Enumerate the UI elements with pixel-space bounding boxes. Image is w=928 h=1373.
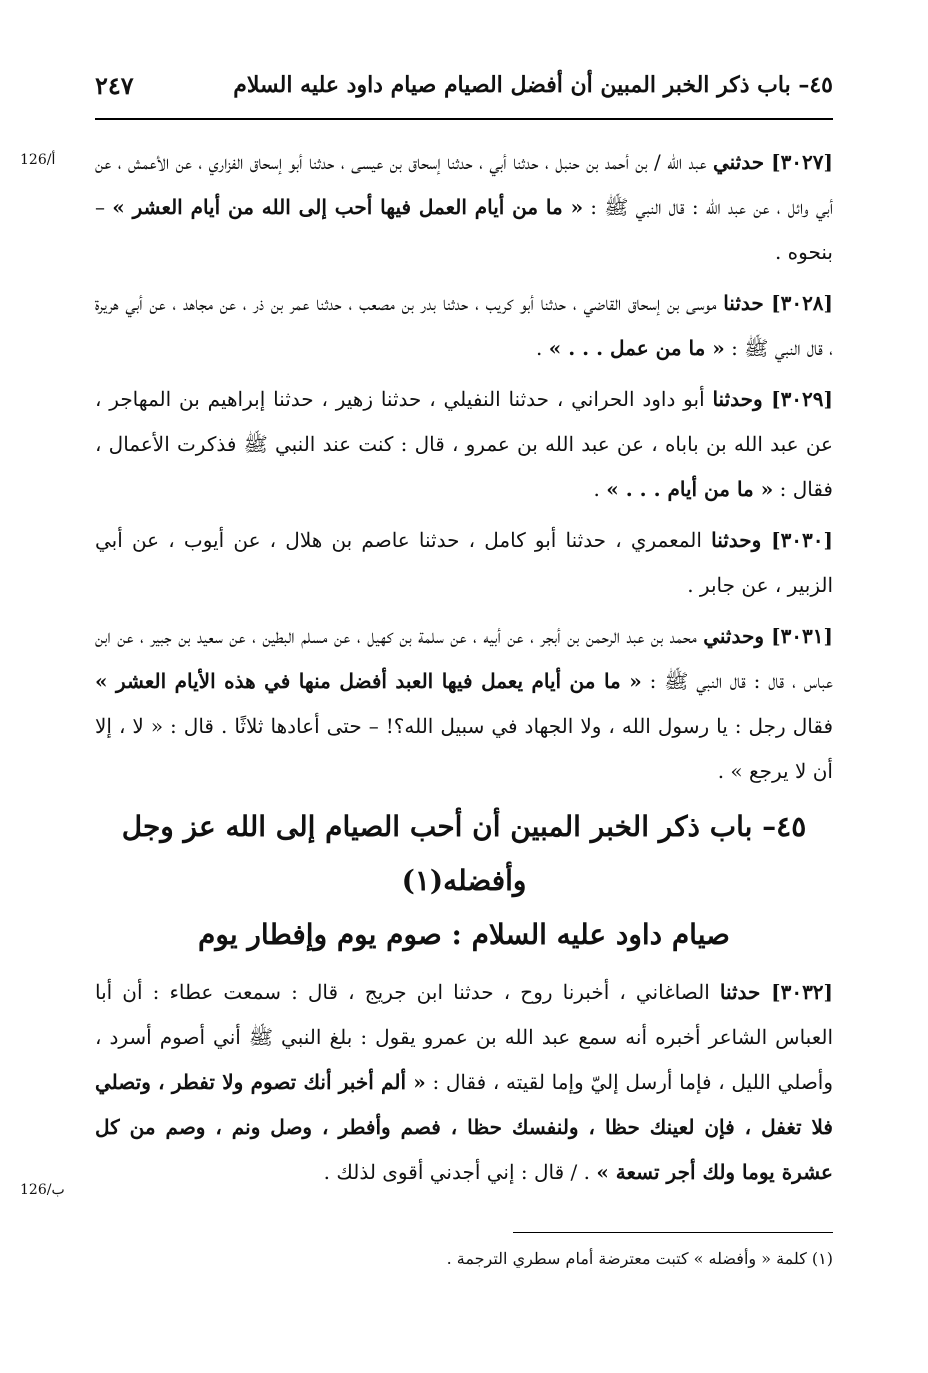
entry-quote: « ما من أيام . . . » bbox=[606, 477, 774, 501]
entry-lead: [٣٠٣٠] وحدثنا bbox=[711, 528, 833, 552]
hadith-entry bbox=[95, 281, 833, 371]
page-number: ٢٤٧ bbox=[95, 70, 134, 100]
entry-quote: « ما من أيام يعمل فيها العبد أفضل منها في هذه الأيام العشر » bbox=[95, 669, 642, 693]
entry-lead: [٣٠٢٩] وحدثنا bbox=[712, 387, 833, 411]
entry-lead: [٣٠٣١] وحدثني bbox=[703, 624, 833, 648]
entry-quote: « ألم أخبر أنك تصوم ولا تفطر ، وتصلي فلا تغفل ، فإن لعينك حظا ، ولنفسك حظا ، فصم وأفطر ، وصل ونم ، وصم من كل عشرة يوما ولك أجر تسعة » bbox=[95, 1070, 833, 1184]
chapter-heading-line1: ٤٥– باب ذكر الخبر المبين أن أحب الصيام إلى الله عز وجل وأفضله(١) bbox=[121, 810, 807, 897]
entry-lead: [٣٠٢٧] حدثني bbox=[712, 150, 833, 174]
hadith-entry bbox=[95, 614, 833, 794]
entry-text: أبو داود الحراني ، حدثنا النفيلي ، حدثنا زهير ، حدثنا إبراهيم بن المهاجر ، عن عبد الله بن باباه ، عن عبد الله بن عمرو ، قال : كنت عند النبي ﷺ فذكرت الأعمال ، فقال : bbox=[95, 387, 833, 501]
header-rule bbox=[95, 118, 833, 120]
page-body bbox=[95, 140, 833, 1201]
margin-note-bottom: 126/ب bbox=[20, 1182, 65, 1198]
footnote: (١) كلمة « وأفضله » كتبت معترضة أمام سطري الترجمة . bbox=[446, 1249, 833, 1268]
footnote-rule bbox=[513, 1232, 833, 1233]
page-header bbox=[95, 60, 833, 110]
entry-quote: « ما من عمل . . . » bbox=[548, 336, 725, 360]
hadith-entry bbox=[95, 140, 833, 275]
entry-text: محمد بن عبد الرحمن بن أبجر ، عن أبيه ، عن سلمة بن كهيل ، عن مسلم البطين ، عن سعيد بن جبير ، عن ابن عباس ، قال : قال النبي ﷺ : bbox=[95, 624, 833, 693]
hadith-entry bbox=[95, 970, 833, 1195]
entry-text: الصاغاني ، أخبرنا روح ، حدثنا ابن جريج ، قال : سمعت عطاء : أن أبا العباس الشاعر أخبره أنه سمع عبد الله بن عمرو يقول : بلغ النبي ﷺ أني أصوم أسرد ، وأصلي الليل ، فإما أرسل إليّ وإما لقيته ، فقال : bbox=[95, 980, 834, 1094]
entry-text: موسى بن إسحاق القاضي ، حدثنا أبو كريب ، حدثنا بدر بن مصعب ، حدثنا عمر بن ذر ، عن مجاهد ، عن أبي هريرة ، قال النبي ﷺ : bbox=[95, 291, 833, 360]
chapter-heading-line2: صيام داود عليه السلام : صوم يوم وإفطار يوم bbox=[198, 918, 730, 951]
running-title: ٤٥– باب ذكر الخبر المبين أن أفضل الصيام صيام داود عليه السلام bbox=[233, 72, 833, 98]
margin-note-top: 126/أ bbox=[20, 152, 56, 168]
entry-tail: فقال رجل : يا رسول الله ، ولا الجهاد في سبيل الله؟! – حتى أعادها ثلاثًا . قال : « لا ، إلا أن لا يرجع » . bbox=[95, 714, 833, 783]
entry-tail: – بنحوه . bbox=[95, 195, 833, 264]
entry-text: عبد الله / بن أحمد بن حنبل ، حدثنا أبي ، حدثنا إسحاق بن عيسى ، حدثنا أبو إسحاق الفزاري ، عن الأعمش ، عن أبي وائل ، عن عبد الله : قال النبي ﷺ : bbox=[95, 150, 834, 219]
entry-lead: [٣٠٣٢] حدثنا bbox=[719, 980, 834, 1004]
entry-quote: « ما من أيام العمل فيها أحب إلى الله من أيام العشر » bbox=[112, 195, 584, 219]
hadith-entry bbox=[95, 377, 833, 512]
hadith-entry bbox=[95, 518, 833, 608]
entry-tail: . / قال : إني أجدني أقوى لذلك . bbox=[323, 1160, 597, 1184]
entry-lead: [٣٠٢٨] حدثنا bbox=[723, 291, 834, 315]
entry-text: المعمري ، حدثنا أبو كامل ، حدثنا عاصم بن هلال ، عن أيوب ، عن أبي الزبير ، عن جابر . bbox=[95, 528, 833, 597]
entry-tail: . bbox=[536, 336, 549, 360]
chapter-heading bbox=[95, 800, 833, 962]
entry-tail: . bbox=[593, 477, 607, 501]
